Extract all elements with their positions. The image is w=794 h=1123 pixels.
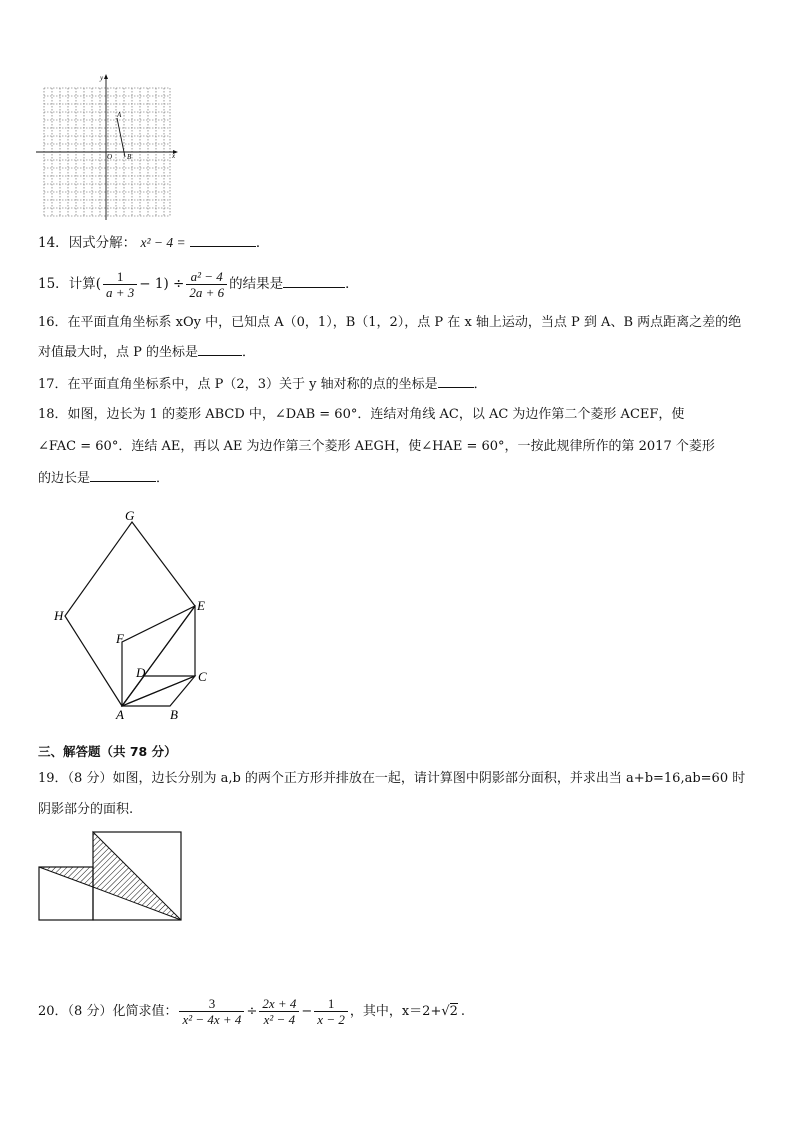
q15-paren: ( (95, 276, 101, 292)
q18-end: ． (156, 471, 170, 486)
q20-lead: 20．（8 分）化简求值： (38, 1004, 178, 1019)
q14-answer-blank[interactable] (190, 232, 256, 247)
label-a: A (116, 707, 124, 722)
squares-figure (36, 830, 186, 924)
q15-fraction-2: $\frac{\text{a² − 4}}{2a + 6}$ (186, 269, 227, 300)
q20-op-1: ÷ (246, 1004, 258, 1019)
label-b: B (170, 707, 178, 722)
question-18-line-3 (38, 467, 169, 489)
sqrt-symbol: √ (441, 1004, 450, 1019)
shaded-triangle-large (93, 832, 181, 920)
q17-end: ． (473, 377, 487, 392)
y-axis-arrow (104, 74, 108, 79)
label-c: C (198, 669, 207, 684)
q15-tail: 的结果是 (229, 276, 284, 292)
coordinate-grid-figure (34, 72, 182, 222)
question-16-line-2 (38, 341, 255, 363)
point-b-label: B (127, 153, 132, 161)
question-19-line-2: 阴影部分的面积. (38, 802, 134, 817)
q15-end: ． (345, 276, 359, 292)
question-18-line-1: 18．如图，边长为 1 的菱形 ABCD 中，∠DAB = 60°．连结对角线 AC，以 AC 为边作第二个菱形 ACEF，使 (38, 407, 685, 422)
section-3-title: 三、解答题（共 78 分） (38, 744, 177, 759)
q20-fraction-1: $\frac{3}{\text{x² − 4x + 4}}$ (179, 996, 244, 1027)
q20-tail: ，其中，x＝2+ (349, 1004, 442, 1019)
q18-line-3-text: 的边长是 (38, 471, 91, 486)
question-15 (38, 266, 359, 302)
q15-answer-blank[interactable] (283, 273, 345, 288)
q17-text: 17．在平面直角坐标系中，点 P（2，3）关于 y 轴对称的点的坐标是 (38, 377, 438, 392)
q14-end: ． (255, 235, 270, 251)
q14-number: 14． (38, 235, 69, 251)
q14-text: 因式分解： (68, 235, 137, 251)
rhombus-figure (48, 506, 220, 724)
label-f: F (116, 631, 124, 646)
shaded-triangle-small (39, 867, 93, 887)
q15-fraction-1: $\frac{1}{a + 3}$ (103, 269, 137, 300)
question-16-line-1: 16．在平面直角坐标系 xOy 中，已知点 A（0，1），B（1，2），点 P 在 x 轴上运动，当点 P 到 A、B 两点距离之差的绝 (38, 315, 742, 330)
q20-fraction-2: $\frac{2x + 4}{\text{x² − 4}}$ (259, 996, 299, 1027)
q18-answer-blank[interactable] (90, 467, 156, 482)
q14-expression: x² − 4 = (140, 235, 186, 250)
x-axis-label: x (172, 152, 176, 160)
question-17 (38, 373, 487, 395)
question-19-line-1: 19．（8 分）如图，边长分别为 a,b 的两个正方形并排放在一起，请计算图中阴影部分面积，并求出当 a+b=16,ab=60 时 (38, 771, 746, 786)
q16-answer-blank[interactable] (198, 341, 242, 356)
question-18-line-2: ∠FAC = 60°．连结 AE，再以 AE 为边作第三个菱形 AEGH，使∠HAE = 60°，一按此规律所作的第 2017 个菱形 (38, 439, 715, 454)
y-axis-label: y (100, 74, 104, 82)
q20-fraction-3: $\frac{1}{x - 2}$ (314, 996, 348, 1027)
q15-mid: − 1) ÷ (139, 276, 185, 292)
point-a-label: A (117, 111, 122, 119)
label-e: E (197, 598, 205, 613)
q15-text: 计算 (68, 276, 96, 292)
label-g: G (125, 508, 135, 523)
question-14 (38, 232, 269, 253)
rhombus-aegh (65, 522, 195, 706)
q16-end: ． (242, 345, 256, 360)
q20-sqrt-value: 2 (449, 1004, 458, 1019)
q20-end: . (460, 1004, 466, 1019)
label-h: H (54, 608, 64, 623)
label-d: D (136, 665, 146, 680)
q15-number: 15． (38, 276, 69, 292)
q17-answer-blank[interactable] (438, 373, 474, 388)
origin-label: O (107, 153, 113, 161)
question-20 (38, 990, 465, 1034)
q16-line-2-text: 对值最大时，点 P 的坐标是 (38, 345, 199, 360)
q20-op-2: − (301, 1004, 313, 1019)
